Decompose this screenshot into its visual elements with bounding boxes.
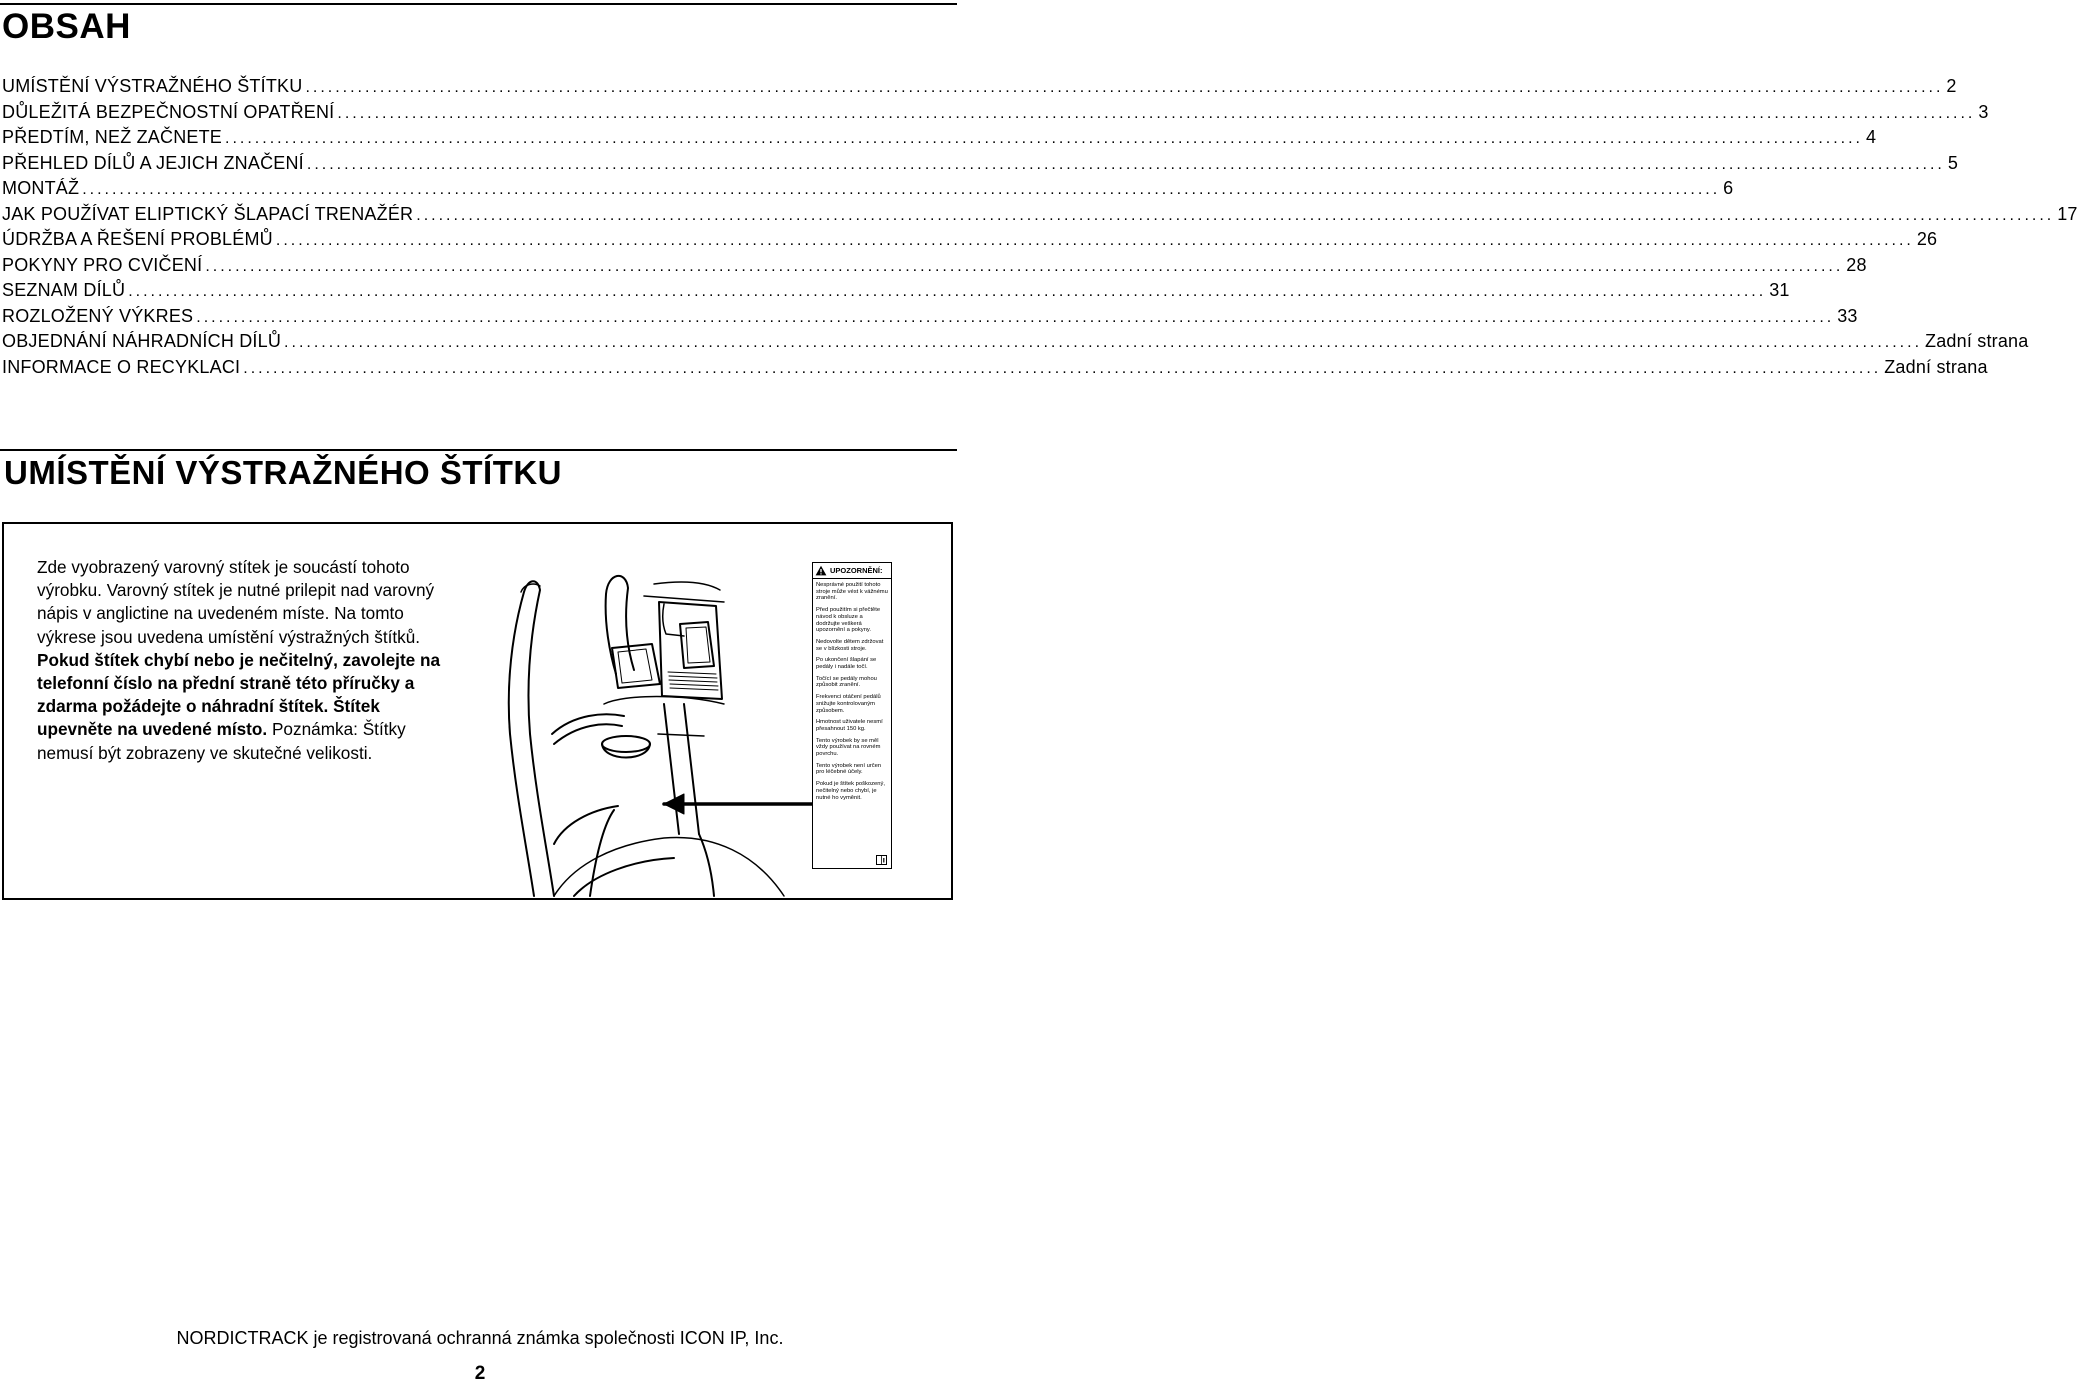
toc-item[interactable]: INFORMACE O RECYKLACI ............................................................................................................................................................................................................................ Zadní strana (2, 355, 954, 381)
warning-sticker (812, 562, 892, 869)
label-description: Zde vyobrazený varovný stítek je soucástí tohoto výrobku. Varovný stítek je nutné prilepit nad varovný nápis v anglictine na uvedeném míste. Na tomto výkrese jsou uvedena umístění výstražných štítků. Pokud štítek chybí nebo je nečitelný, zavolejte na telefonní číslo na přední straně této příručky a zdarma požádejte o náhradní štítek. Štítek upevněte na uvedené místo. Poznámka: Štítky nemusí být zobrazeny ve skutečné velikosti. (37, 557, 441, 763)
warning-sticker-header: UPOZORNĚNÍ: (813, 563, 891, 579)
warning-text: Točící se pedály mohou způsobit zranění. (816, 675, 877, 689)
toc-item[interactable]: PŘEHLED DÍLŮ A JEJICH ZNAČENÍ ............................................................................................................................................................................................................................ 5 (2, 151, 954, 177)
toc-item[interactable]: MONTÁŽ ............................................................................................................................................................................................................................ 6 (2, 176, 954, 202)
contents-title: OBSAH (2, 7, 131, 46)
toc-item[interactable]: UMÍSTĚNÍ VÝSTRAŽNÉHO ŠTÍTKU ............................................................................................................................................................................................................................ 2 (2, 74, 954, 100)
toc-leader: ............................................................................................................................................................................................................................ (205, 257, 1844, 275)
warning-triangle-icon (815, 565, 827, 576)
manual-book-icon (876, 855, 887, 865)
toc-leader: ............................................................................................................................................................................................................................ (275, 232, 1914, 249)
top-rule (0, 3, 957, 5)
section-rule (0, 449, 957, 451)
warning-label-box (2, 522, 953, 900)
toc-item[interactable]: SEZNAM DÍLŮ ............................................................................................................................................................................................................................ 31 (2, 278, 954, 304)
table-of-contents (2, 74, 2078, 380)
toc-leader: ............................................................................................................................................................................................................................ (284, 334, 1923, 351)
section-title: UMÍSTĚNÍ VÝSTRAŽNÉHO ŠTÍTKU (4, 454, 563, 491)
warning-text: Frekvenci otáčení pedálů snižujte kontrolovaným způsobem. (816, 694, 881, 714)
warning-text: Tento výrobek by se měl vždy používat na rovném povrchu. (816, 737, 881, 758)
toc-leader: ............................................................................................................................................................................................................................ (337, 104, 1976, 122)
warning-text: Nedovolte dětem zdržovat se v blízkosti stroje. (816, 638, 884, 652)
toc-item[interactable]: POKYNY PRO CVIČENÍ ............................................................................................................................................................................................................................ 28 (2, 253, 954, 279)
toc-leader: ............................................................................................................................................................................................................................ (243, 359, 1882, 377)
toc-item[interactable]: OBJEDNÁNÍ NÁHRADNÍCH DÍLŮ ............................................................................................................................................................................................................................ Zadní strana (2, 329, 954, 355)
toc-leader: ............................................................................................................................................................................................................................ (416, 206, 2055, 224)
toc-item[interactable]: PŘEDTÍM, NEŽ ZAČNETE ............................................................................................................................................................................................................................ 4 (2, 125, 954, 151)
toc-item[interactable]: ÚDRŽBA A ŘEŠENÍ PROBLÉMŮ ............................................................................................................................................................................................................................ 26 (2, 227, 954, 253)
toc-leader: ............................................................................................................................................................................................................................ (225, 130, 1863, 147)
warning-text: Tento výrobek není určen pro léčebné účely. (816, 762, 882, 776)
toc-leader: ............................................................................................................................................................................................................................ (196, 308, 1835, 326)
warning-text: Pokud je štítek poškozený, nečitelný nebo chybí, je nutné ho vyměnit. (816, 781, 885, 801)
warning-text: Po ukončení šlapání se pedály i nadále točí. (816, 657, 877, 671)
toc-item[interactable]: ROZLOŽENÝ VÝKRES ............................................................................................................................................................................................................................ 33 (2, 304, 954, 330)
trademark-notice: NORDICTRACK je registrovaná ochranná známka společnosti ICON IP, Inc. (176, 1328, 784, 1348)
warning-text: Hmotnost uživatele nesmí přesahnout 150 kg. (816, 719, 883, 732)
toc-item[interactable]: DŮLEŽITÁ BEZPEČNOSTNÍ OPATŘENÍ ............................................................................................................................................................................................................................ 3 (2, 100, 954, 126)
page-number: 2 (474, 1363, 486, 1384)
toc-leader: ............................................................................................................................................................................................................................ (306, 155, 1945, 173)
toc-leader: ............................................................................................................................................................................................................................ (128, 283, 1767, 300)
toc-leader: ............................................................................................................................................................................................................................ (305, 79, 1944, 96)
toc-leader: ............................................................................................................................................................................................................................ (82, 181, 1721, 198)
warning-text: Nesprávné použití tohoto stroje může vést k vážnému zranění. (816, 582, 888, 602)
elliptical-machine-illustration (494, 544, 814, 896)
warning-sticker-body (813, 579, 891, 801)
warning-text: Před použitím si přečtěte návod k obsluze a dodržujte veškerá upozornění a pokyny. (816, 607, 881, 634)
toc-item[interactable]: JAK POUŽÍVAT ELIPTICKÝ ŠLAPACÍ TRENAŽÉR ............................................................................................................................................................................................................................ 17 (2, 202, 954, 228)
